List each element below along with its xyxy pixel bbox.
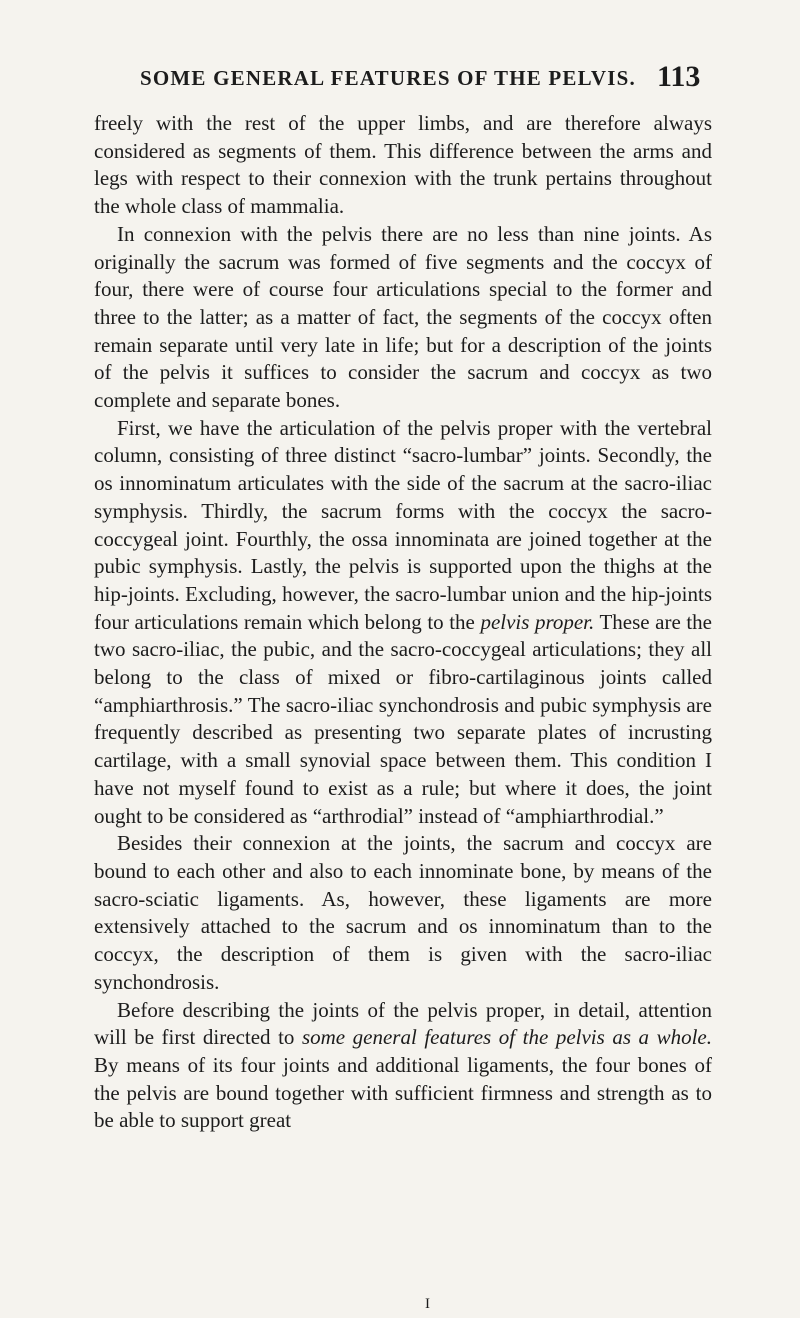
paragraph-1: freely with the rest of the upper limbs, and are therefore always considered as segments of them. This difference between the arms and legs with respect to their connexion with the trunk pertains throughout the whole class of mammalia.	[94, 111, 712, 219]
paragraph-3-text-before: First, we have the articulation of the pelvis proper with the vertebral column, consisting of three distinct “sacro-lumbar” joints. Secondly, the os innominatum articulates with the side of the sacrum at the sacro-iliac symphysis. Thirdly, the sacrum forms with the coccyx the sacro-coccygeal joint. Fourthly, the ossa innominata are joined together at the pubic symphysis. Lastly, the pelvis is supported upon the thighs at the hip-joints. Excluding, however, the sacro-lumbar union and the hip-joints four articulations remain which belong to the	[94, 415, 712, 634]
paragraph-3-text-after: These are the two sacro-iliac, the pubic, and the sacro-coccygeal articulations; they all belong to the class of mixed or fibro-cartilaginous joints called “amphiarthrosis.” The sacro-iliac synchondrosis and pubic symphysis are frequently described as presenting two separate plates of incrusting cartilage, with a small synovial space between them. This condition I have not myself found to exist as a rule; but where it does, the joint ought to be considered as “arthrodial” instead of “amphiarthrodial.”	[94, 609, 713, 828]
paragraph-2: In connexion with the pelvis there are no less than nine joints. As originally the sacrum was formed of five segments and the coccyx of four, there were of course four articulations special to the former and three to the latter; as a matter of fact, the segments of the coccyx often remain separate until very late in life; but for a description of the joints of the pelvis it suffices to consider the sacrum and coccyx as two complete and separate bones.	[94, 221, 712, 413]
running-head-title: SOME GENERAL FEATURES OF THE PELVIS.	[140, 66, 636, 90]
body-text	[94, 110, 712, 1135]
paragraph-5	[94, 997, 712, 1136]
paragraph-4: Besides their connexion at the joints, the sacrum and coccyx are bound to each other and also to each innominate bone, by means of the sacro-sciatic ligaments. As, however, these ligaments are more extensively attached to the sacrum and os innominatum than to the coccyx, the description of them is given with the sacro-iliac synchondrosis.	[94, 831, 712, 994]
page-number: 113	[657, 60, 701, 93]
paragraph-5-emphasis: some general features of the pelvis as a whole.	[301, 1025, 712, 1050]
paragraph-5-text-before: Before describing the joints of the pelvis proper, in detail, attention will be first directed to	[94, 997, 712, 1050]
running-head	[0, 58, 800, 98]
paragraph-5-text-after: By means of its four joints and additional ligaments, the four bones of the pelvis are bound together with sufficient firmness and strength as to be able to support great	[94, 1052, 712, 1133]
signature-mark: I	[425, 1296, 430, 1312]
paragraph-3-emphasis: pelvis proper.	[480, 609, 595, 634]
paragraph-3	[94, 415, 712, 831]
